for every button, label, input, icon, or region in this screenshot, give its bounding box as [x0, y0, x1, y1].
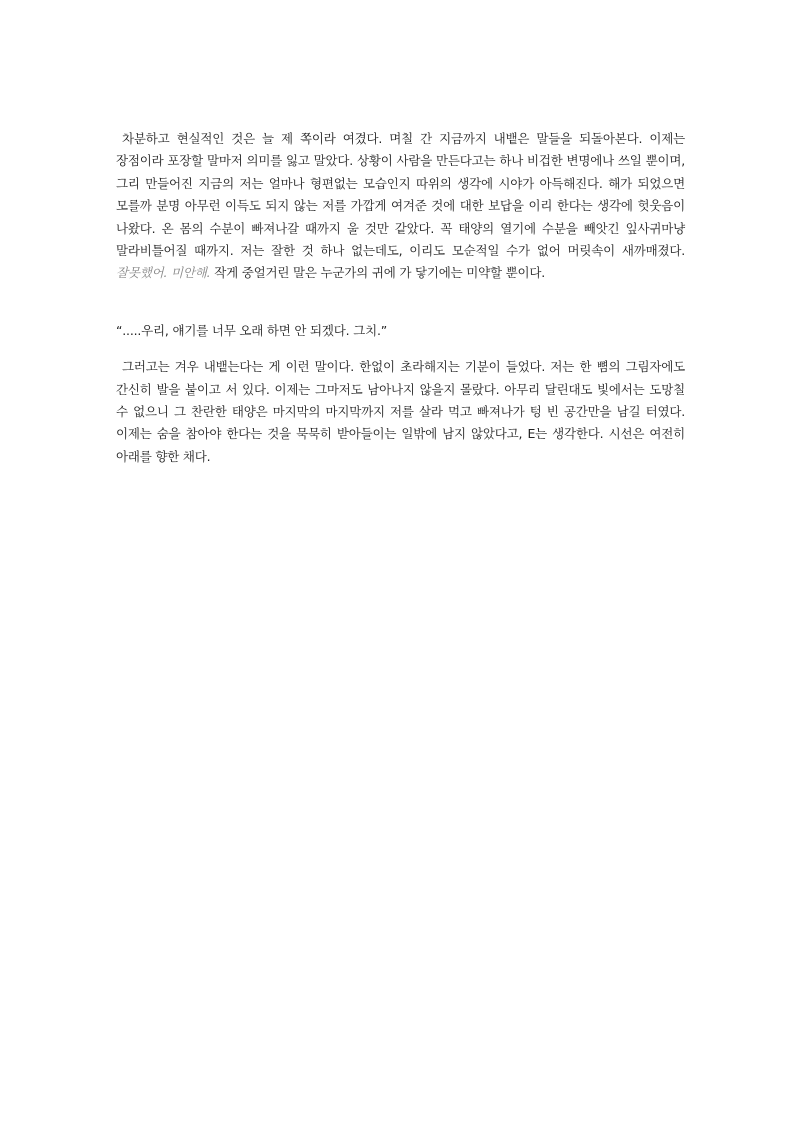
paragraph-1-text: 차분하고 현실적인 것은 늘 제 쪽이라 여겼다. 며칠 간 지금까지 내뱉은 말들을 되돌아본다. 이제는 장점이라 포장할 말마저 의미를 잃고 말았다. 상황이 사람을 만든다고는 하나 비겁한 변명에나 쓰일 뿐이며, 그리 만들어진 지금의 저는 얼마나 형편없는 모습인지 따위의 생각에 시야가 아득해진다. 해가 되었으면 모를까 분명 아무런 이득도 되지 않는 저를 가깝게 여겨준 것에 대한 보답을 이리 한다는 생각에 헛웃음이 나왔다. 온 몸의 수분이 빠져나갈 때까지 울 것만 같았다. 꼭 태양의 열기에 수분을 빼앗긴 잎사귀마냥 말라비틀어질 때까지. 저는 잘한 것 하나 없는데도, 이리도 모순적일 수가 없어 머릿속이 새까매졌다.	[116, 131, 685, 259]
paragraph-3: 그러고는 겨우 내뱉는다는 게 이런 말이다. 한없이 초라해지는 기분이 들었다. 저는 한 뼘의 그림자에도 간신히 발을 붙이고 서 있다. 이제는 그마저도 남아나지 않을지 몰랐다. 아무리 달린대도 빛에서는 도망칠 수 없으니 그 찬란한 태양은 마지막의 마지막까지 저를 살라 먹고 빠져나가 텅 빈 공간만을 남길 터였다. 이제는 숨을 참아야 한다는 것을 묵묵히 받아들이는 일밖에 남지 않았다고, E는 생각한다. 시선은 여전히 아래를 향한 채다.	[116, 359, 685, 464]
paragraph-spacer	[116, 285, 685, 320]
paragraph-1-text-end: 작게 중얼거린 말은 누군가의 귀에 가 닿기에는 미약할 뿐이다.	[214, 265, 546, 281]
dialogue-line: “.....우리, 얘기를 너무 오래 하면 안 되겠다. 그치.”	[116, 322, 388, 338]
paragraph-1-italic-text: 잘못했어. 미안해.	[116, 265, 211, 281]
paragraph-1	[116, 128, 685, 285]
paragraph-spacer	[116, 342, 685, 356]
document-body	[116, 128, 685, 468]
